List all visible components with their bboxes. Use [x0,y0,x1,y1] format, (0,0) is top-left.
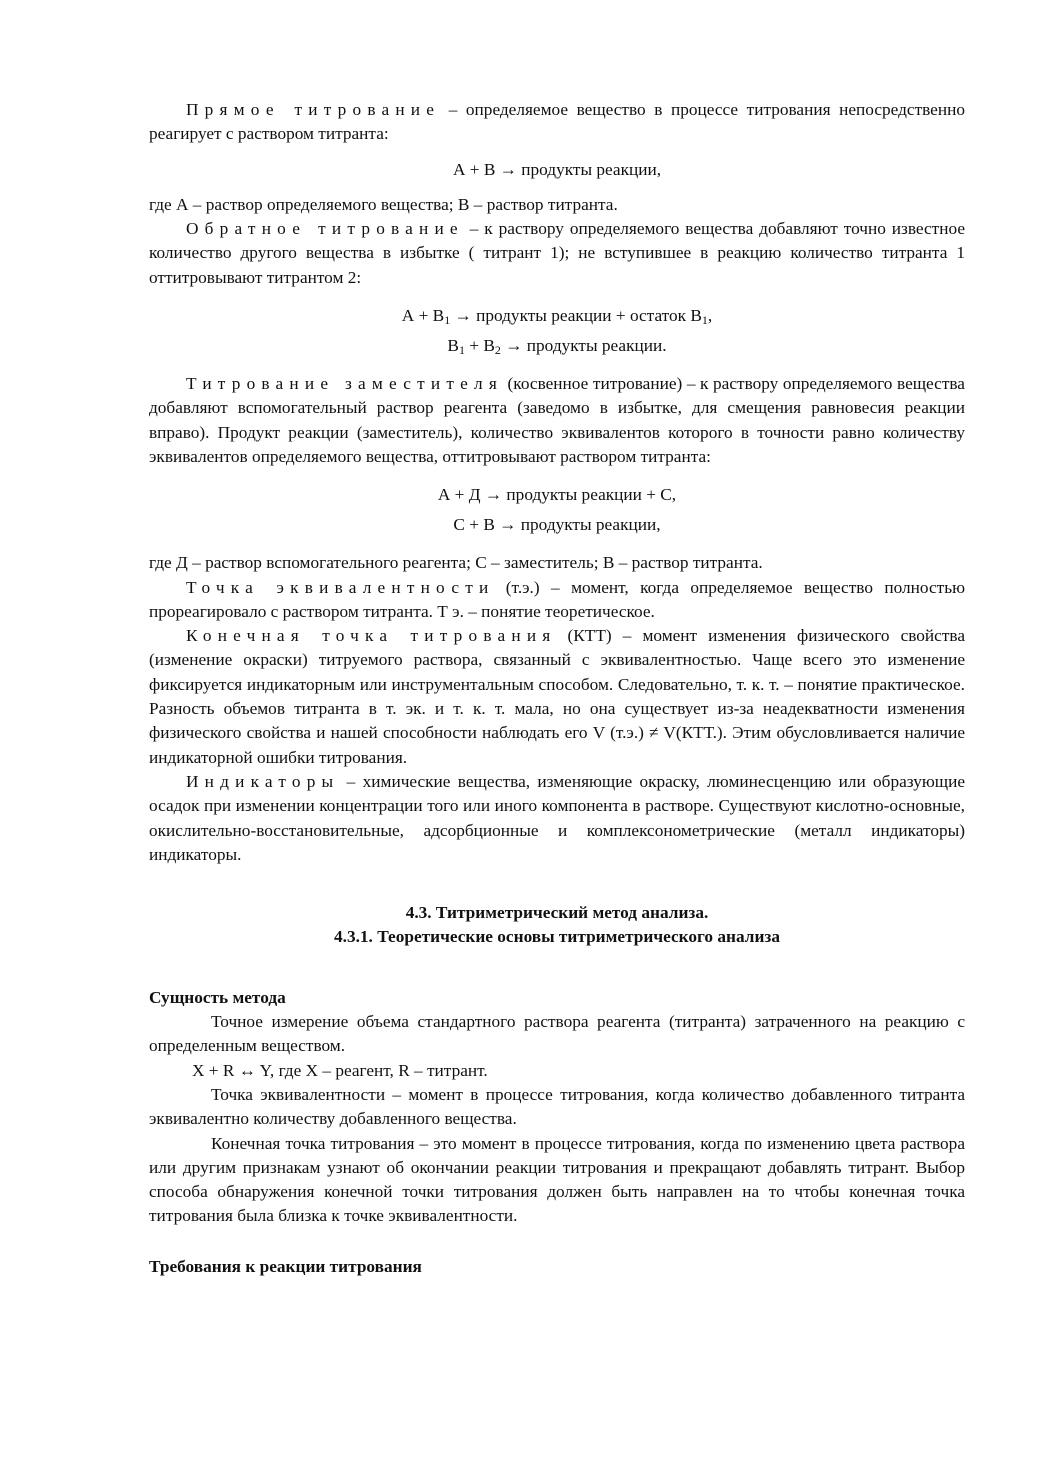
term-end-point: Конечная точка титрования [186,626,557,646]
term-indicators: Индикаторы [186,771,340,791]
equivalence-point-text: (т.э.) – момент, когда определяемое вещество полностью прореагировало с раствором титранта. Т э. – понятие теоретическое. [149,577,965,621]
paragraph-endpoint-definition: Конечная точка титрования – это момент в процессе титрования, когда по изменению цвета раствора или другим признакам узнают об окончании реакции титрования и прекращают добавлять титрант. Выбор способа обнаружения конечной точки титрования должен быть направлен на то чтобы конечная точка титрования была близка к точке эквивалентности. [149,1133,965,1226]
section-heading-4-3: 4.3. Титриметрический метод анализа. [405,903,709,923]
eq3-part-c: → продукты реакции. [500,336,667,356]
paragraph-back-titration [149,217,965,290]
eq3-part-b: + В [464,336,495,356]
paragraph-essence: Точное измерение объема стандартного раствора реагента (титранта) затраченного на реакцию с определенным веществом. [149,1012,965,1056]
where-line-2: где Д – раствор вспомогательного реагента; С – заместитель; В – раствор титранта. [149,553,763,573]
eq2-part-c: , [707,306,713,326]
indicators-text: – химические вещества, изменяющие окраску, люминесценцию или образующие осадок при изменении концентрации того или иного компонента в растворе. Существуют кислотно-основные, окислительно-восстановительные, адсорбционные и комплексонометрические (металл индикаторы) индикаторы. [149,771,965,864]
end-point-text: (КТТ) – момент изменения физического свойства (изменение окраски) титруемого раствора, связанный с эквивалентностью. Чаще всего это изменение фиксируется индикаторным или инструментальным способом. Следовательно, т. к. т. – понятие практическое. Разность объемов титранта в т. эк. и т. к. т. мала, но она существует из-за неадекватности изменения физического свойства и нашей способности наблюдать его V (т.э.) ≠ V(КТТ.). Этим обусловливается наличие индикаторной ошибки титрования. [149,626,965,767]
section-heading-4-3-1: 4.3.1. Теоретические основы титриметрического анализа [333,927,781,947]
where-line-1: где А – раствор определяемого вещества; В – раствор титранта. [149,194,618,214]
eq2-part-a: А + В [401,306,445,326]
equation-back-1 [149,301,965,331]
eq3-part-a: В [447,336,459,356]
subheading-essence: Сущность метода [149,987,286,1007]
paragraph-substitute-titration [149,372,965,469]
equation-back-2 [149,331,965,361]
back-titration-text: – к раствору определяемого вещества добавляют точно известное количество другого вещества в избытке ( титрант 1); не вступившее в реакцию количество титранта 1 оттитровывают титрантом 2: [149,219,965,287]
reaction-line: X + R ↔ Y, где X – реагент, R – титрант. [192,1060,488,1080]
paragraph-end-point [149,624,965,770]
eq2-sub-b: 1 [701,313,708,328]
substitute-titration-text: (косвенное титрование) – к раствору определяемого вещества добавляют вспомогательный раствор реагента (заведомо в избытке, для смещения равновесия реакции вправо). Продукт реакции (заместитель), количество эквивалентов которого в точности равно количеству эквивалентов определяемого вещества, оттитровывают раствором титранта: [149,374,965,466]
equation-substitute-1: А + Д → продукты реакции + С, [437,485,677,505]
document-page [149,98,965,1279]
eq2-part-b: → продукты реакции + остаток В [450,306,702,326]
term-substitute-titration: Титрование заместителя [186,374,503,394]
subheading-requirements: Требования к реакции титрования [149,1256,422,1276]
term-equivalence-point: Точка эквивалентности [186,577,495,597]
paragraph-indicators [149,770,965,867]
direct-titration-text: – определяемое вещество в процессе титрования непосредственно реагирует с раствором титранта: [149,100,965,144]
eq2-sub-a: 1 [444,313,451,328]
paragraph-equivalence-point [149,576,965,625]
term-back-titration: Обратное титрование [186,219,464,239]
term-direct-titration: Прямое титрование [186,100,441,119]
equation-substitute-2: С + В → продукты реакции, [453,515,661,535]
eq3-sub-a: 1 [458,343,465,358]
equation-direct: А + В → продукты реакции, [452,159,662,179]
paragraph-equivalence-definition: Точка эквивалентности – момент в процессе титрования, когда количество добавленного титранта эквивалентно количеству добавленного вещества. [149,1084,965,1129]
eq3-sub-b: 2 [494,343,501,358]
paragraph-direct-titration [149,98,965,147]
